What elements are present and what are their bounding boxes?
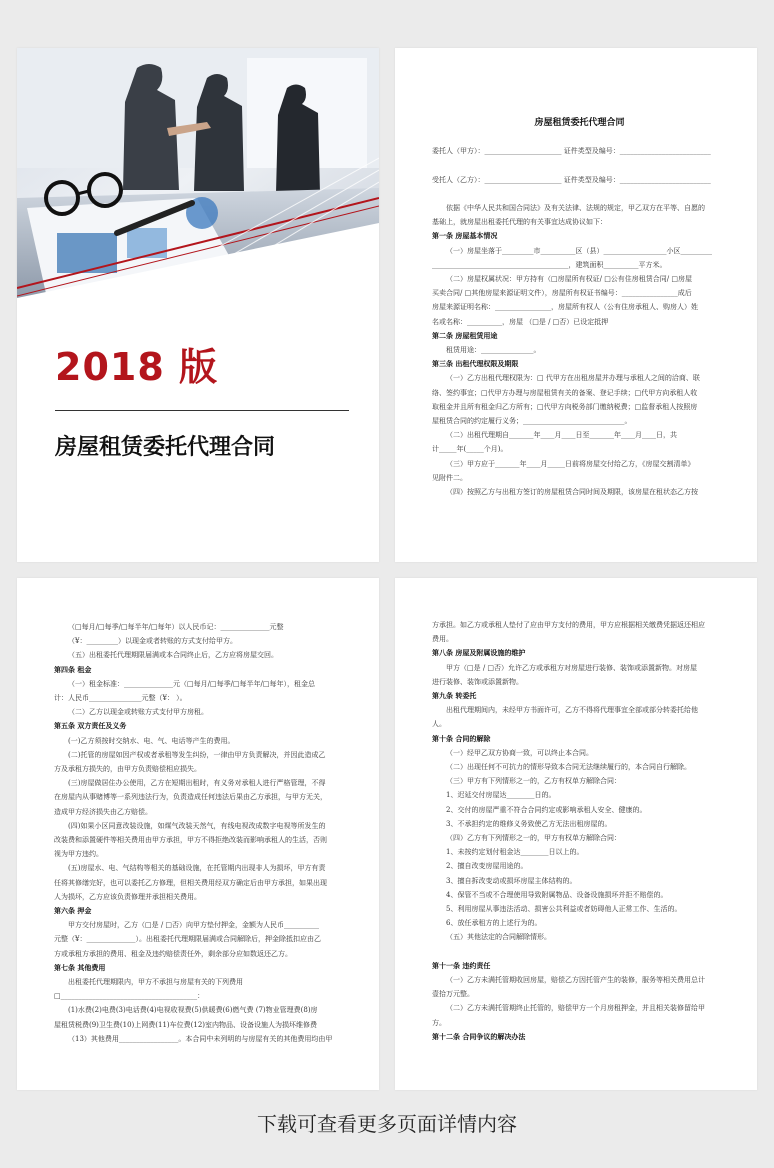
cover-divider [55, 410, 349, 411]
text-line: （二）出现任何不可抗力的情形导致本合同无法继续履行的，本合同自行解除。 [446, 763, 691, 772]
text-line: 屋租赁税费(9)卫生费(10)上网费(11)车位费(12)室内物品、设备设施人为损坏维修费 [54, 1020, 318, 1029]
text-line: 屋租赁合同的约定履行义务；_____________________________。 [432, 417, 632, 426]
text-line: （¥：_________）以现金或者转账的方式支付给甲方。 [68, 637, 237, 646]
text-line: 造成甲方经济损失由乙方赔偿。 [54, 807, 152, 816]
text-line: 委托人（甲方）：______________________ 证件类型及编号：__________________________ [432, 147, 711, 156]
text-line: （一）经甲乙双方协商一致，可以终止本合同。 [446, 748, 593, 757]
text-line [432, 187, 727, 201]
contract-page-1 [395, 48, 757, 562]
text-line: 络、签约事宜；□代甲方办理与房屋租赁有关的备案、登记手续；□代甲方向承租人收 [432, 388, 698, 397]
text-line: 进行装修、装饰或添置新物。 [432, 677, 523, 686]
text-line: 元整（¥：______________）。出租委托代理期限届满或合同解除后，押金除抵扣应由乙 [54, 935, 321, 944]
text-line: 第十二条 合同争议的解决办法 [432, 1031, 526, 1041]
text-line: （13）其他费用_________________。本合同中未列明的与房屋有关的其他费用均由甲 [68, 1034, 333, 1043]
download-hint: 下载可查看更多页面详情内容 [257, 1112, 517, 1136]
text-line: 在房屋内从事赌博等一系列违法行为，负责造成任何违法后果由乙方承担，与甲方无关， [54, 793, 327, 802]
text-line: 第九条 转委托 [432, 691, 477, 701]
text-line: 改装费和添置硬件等相关费用由甲方承担，甲方不得拒绝改装而影响承租人的生活，否则 [54, 836, 327, 845]
text-line: 2、交付的房屋严重不符合合同约定或影响承租人安全、健康的。 [446, 805, 647, 814]
text-line: (四)如果小区同意改装设施，如煤气改装天然气，有线电视改成数字电视等所发生的 [68, 821, 326, 830]
text-line: 第六条 押金 [54, 906, 92, 916]
text-line: 受托人（乙方）：______________________ 证件类型及编号：__________________________ [432, 175, 711, 184]
text-line: 第一条 房屋基本情况 [432, 231, 498, 241]
text-line: 方。 [432, 1018, 446, 1027]
text-line: （二）乙方未满托管期终止托管的，赔偿甲方一个月房租押金，并且相关装修留给甲 [446, 1004, 705, 1013]
text-line: 3、擅自拆改变动或损坏房屋主体结构的。 [446, 876, 577, 885]
contract-page-2 [17, 578, 379, 1090]
text-line: （二）房屋权属状况：甲方持有（□房屋所有权证/ □公有住房租赁合同/ □房屋 [446, 275, 693, 284]
page-3-text [54, 620, 349, 1046]
text-line: (一)乙方须按时交纳水、电、气、电话等产生的费用。 [68, 736, 235, 745]
text-line [432, 945, 727, 959]
text-line: （二）乙方以现金或转账方式支付甲方房租。 [68, 708, 208, 717]
text-line: 人。 [432, 720, 446, 729]
text-line: 第五条 双方责任及义务 [54, 721, 127, 731]
text-line: （四）乙方有下列情形之一的，甲方有权单方解除合同： [446, 834, 621, 843]
text-line: 第三条 出租代理权限及期限 [432, 359, 519, 369]
text-line: 2、擅自改变房屋用途的。 [446, 862, 528, 871]
text-line: (二)托管的房屋如因产权或者承租等发生纠纷，一律由甲方负责解决，并因此造成乙 [68, 750, 326, 759]
text-line: 第四条 租金 [54, 664, 92, 674]
text-line: 名或名称：__________，房屋 （□是 / □否）已设定抵押 [432, 317, 609, 326]
text-line: 甲方（□是 / □否）允许乙方或承租方对房屋进行装修、装饰或添置新物。对房屋 [446, 663, 698, 672]
text-line: _______________________________________，建筑面积__________平方米。 [432, 260, 667, 269]
text-line: 5、利用房屋从事违法活动、损害公共利益或者妨碍他人正常工作、生活的。 [446, 905, 682, 914]
contract-title: 房屋租赁委托代理合同 [534, 118, 625, 128]
text-line: 视为甲方违约。 [54, 850, 103, 859]
text-line: 费用。 [432, 635, 453, 644]
text-line: 出租委托代理期限内，甲方不承担与房屋有关的下列费用 [68, 978, 243, 987]
text-line: 第十一条 违约责任 [432, 960, 491, 970]
text-line: （四）按照乙方与出租方签订的房屋租赁合同时间及期限，该房屋在租状态乙方按 [446, 488, 698, 497]
text-line: 甲方交付房屋时，乙方（□是 / □否）向甲方垫付押金，金额为人民币__________ [68, 921, 320, 930]
text-line: （一）乙方出租代理权限为：□ 代甲方在出租房屋并办理与承租人之间的洽商、联 [446, 374, 700, 383]
text-line: 依据《中华人民共和国合同法》及有关法律、法规的规定，甲乙双方在平等、自愿的 [446, 204, 705, 213]
text-line [432, 158, 727, 172]
text-line: （一）房屋坐落于_________市__________区（县）__________________小区_________ [446, 246, 712, 255]
text-line: 取租金并且所有租金归乙方所有；□代甲方向税务部门缴纳税费；□监督承租人按照房 [432, 402, 698, 411]
text-line: 壹拾万元整。 [432, 990, 474, 999]
page-4-text [432, 618, 727, 1044]
page-2-text [432, 116, 727, 499]
text-line: 3、不承担约定的维修义务致使乙方无法出租房屋的。 [446, 819, 612, 828]
text-line: 计_____年(_____个月)。 [432, 445, 508, 454]
text-line: （五）其他法定的合同解除情形。 [446, 933, 551, 942]
text-line: （三）甲方应于_______年____月_____日前将房屋交付给乙方，《房屋交割清单》 [446, 459, 695, 468]
text-line: 第十条 合同的解除 [432, 733, 491, 743]
text-line: 任将其修缮完好，也可以委托乙方修理，但相关费用经双方确定后由甲方承担，如果出现 [54, 878, 327, 887]
text-line: 方承担。如乙方或承租人垫付了应由甲方支付的费用，甲方应根据相关缴费凭据返还相应 [432, 621, 705, 629]
text-line: （一）租金标准：______________元（□每月/□每季/□每半年/□每年），租金总 [68, 679, 316, 688]
text-line: 方及承租方损失的，由甲方负责赔偿相应损失。 [54, 765, 201, 774]
text-line: 第二条 房屋租赁用途 [432, 330, 498, 340]
text-line: 计：人民币_______________元整（¥： ）。 [54, 694, 187, 703]
text-line: （三）甲方有下列情形之一的，乙方有权单方解除合同： [446, 777, 621, 786]
text-line: (1)水费(2)电费(3)电话费(4)电视收视费(5)供暖费(6)燃气费 (7)物业管理费(8)房 [68, 1006, 318, 1015]
text-line: （五）出租委托代理期限届满或本合同终止后，乙方应将房屋交回。 [68, 651, 278, 660]
text-line: 基础上，就房屋出租委托代理的有关事宜达成协议如下： [432, 218, 607, 227]
text-line: 1、迟延交付房屋达________日的。 [446, 791, 556, 800]
cover-page [17, 48, 379, 562]
text-line: 人为损坏，乙方应该负责修理并承担相关费用。 [54, 892, 201, 901]
cover-photo [17, 48, 379, 298]
text-line: □_______________________________________： [54, 992, 205, 1001]
contract-page-3 [395, 578, 757, 1090]
text-line: 方或承租方承担的费用、租金及违约赔偿责任外，剩余部分应如数返还乙方。 [54, 949, 292, 958]
text-line: 租赁用途：_______________。 [446, 346, 541, 355]
text-line: 第八条 房屋及附属设施的维护 [432, 648, 526, 658]
text-line: 见附件二。 [432, 473, 467, 482]
text-line: 买卖合同/ □其他房屋来源证明文件），房屋所有权证书编号：________________成后 [432, 289, 692, 298]
cover-title: 房屋租赁委托代理合同 [55, 435, 276, 460]
text-line: （□每月/□每季/□每半年/□每年）以人民币记：______________元整 [68, 623, 284, 631]
text-line: 6、放任承租方的上述行为的。 [446, 919, 542, 928]
edition-year: 2018 版 [55, 345, 218, 389]
text-line: (五)房屋水、电、气结构等相关的基础设施，在托管期内出现非人为损坏，甲方有责 [68, 864, 326, 873]
text-line: （二）出租代理期自_______年____月____日至_______年____月____日，共 [446, 431, 677, 440]
text-line: 4、保管不当或不合理使用导致附属物品、设备设施损坏并拒不赔偿的。 [446, 890, 668, 899]
text-line: 1、未按约定划付租金达________日以上的。 [446, 848, 584, 857]
text-line: 出租代理期间内，未经甲方书面许可，乙方不得将代理事宜全部或部分转委托给他 [446, 706, 698, 715]
text-line: (三)房屋做居住办公使用，乙方在短期出租时，有义务对承租人进行严格管理，不得 [68, 779, 326, 788]
text-line: （一）乙方未满托管期收回房屋，赔偿乙方因托管产生的装修，服务等相关费用总计 [446, 976, 705, 985]
text-line: 房屋来源证明名称：________________，房屋所有权人（公有住房承租人、购房人）姓 [432, 303, 698, 312]
text-line: 第七条 其他费用 [54, 962, 106, 972]
